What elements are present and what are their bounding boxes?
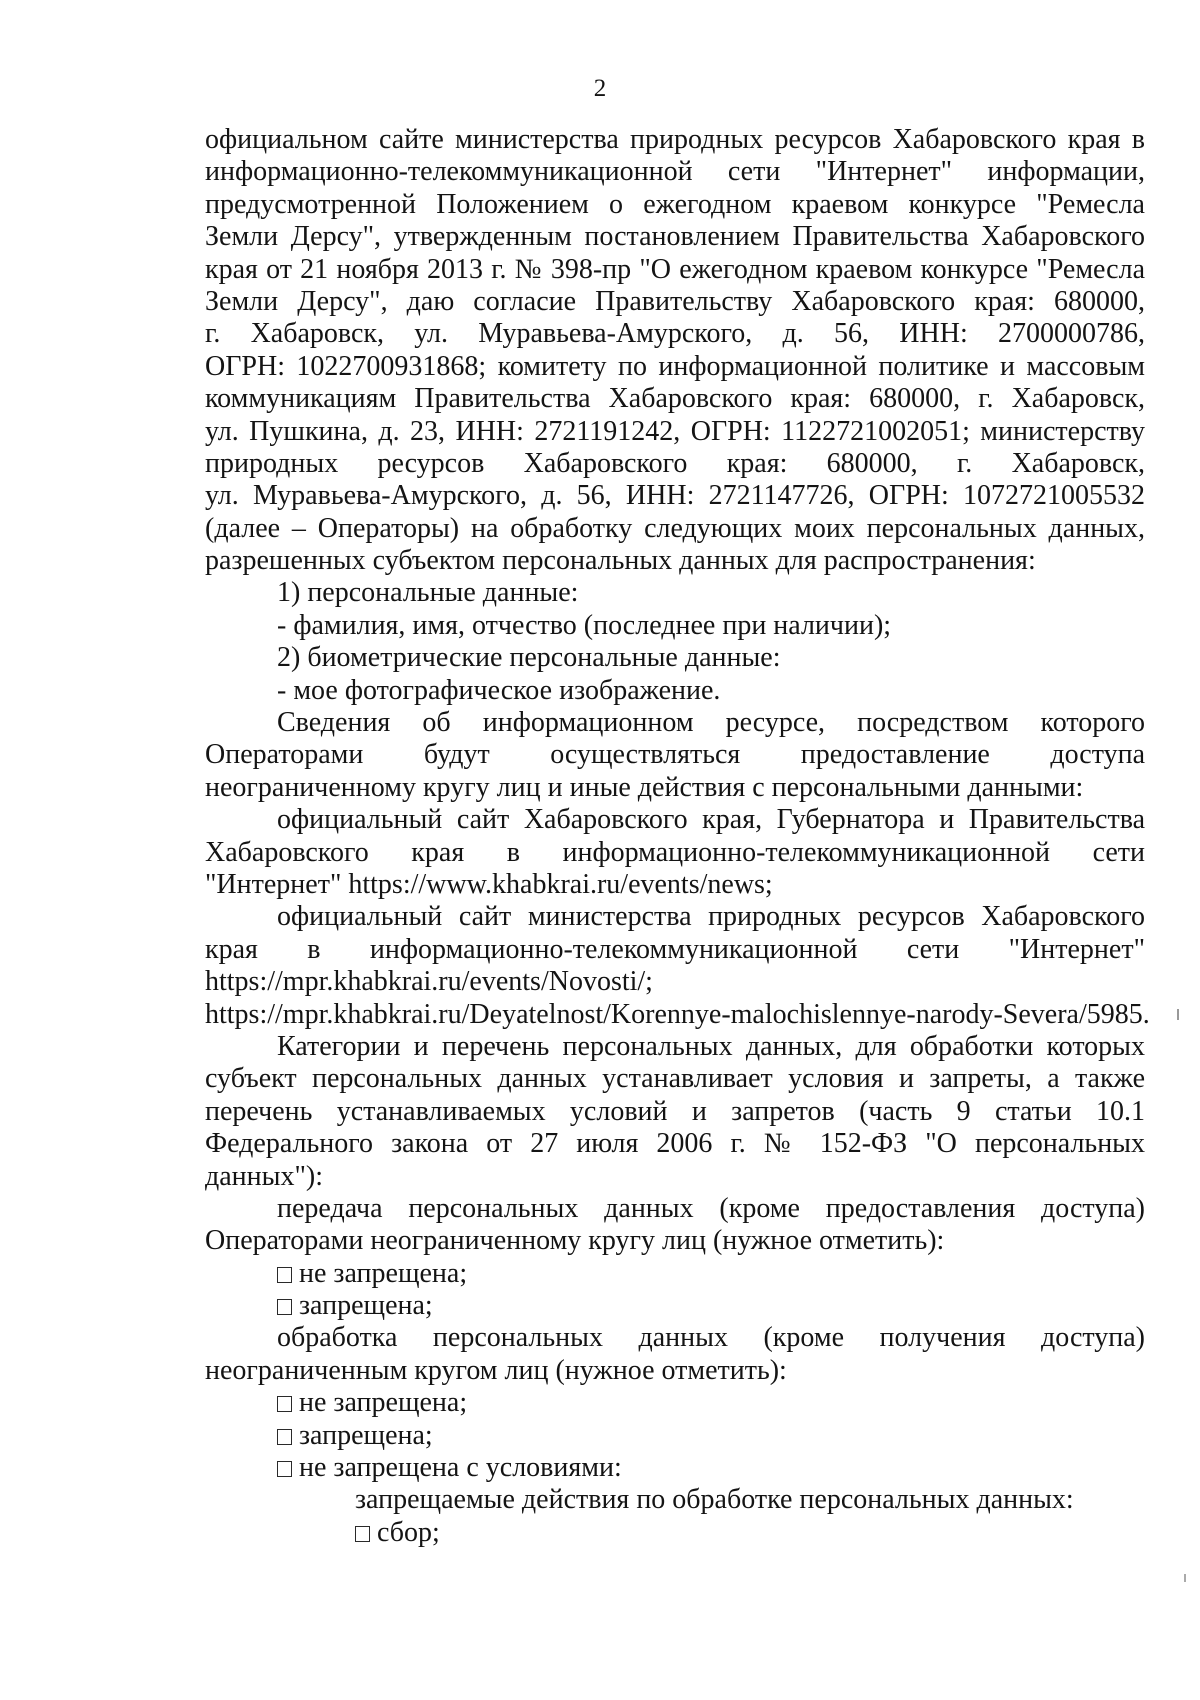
text-line: ул. Муравьева-Амурского, д. 56, ИНН: 2721147726, ОГРН: 1072721005532 <box>205 480 1145 512</box>
scan-artifact <box>1177 1009 1179 1020</box>
checkbox-label: сбор; <box>377 1516 440 1548</box>
text-line: Операторами неограниченному кругу лиц (нужное отметить): <box>205 1225 945 1257</box>
text-line: коммуникациям Правительства Хабаровского края: 680000, г. Хабаровск, <box>205 383 1145 415</box>
text-line: разрешенных субъектом персональных данных для распространения: <box>205 545 1036 577</box>
text-line: https://mpr.khabkrai.ru/events/Novosti/; <box>205 966 653 998</box>
scan-artifact <box>1184 1574 1186 1582</box>
text-line: края в информационно-телекоммуникационной сети "Интернет" <box>205 933 1145 965</box>
checkbox-icon[interactable] <box>277 1461 292 1477</box>
text-line: ОГРН: 1022700931868; комитету по информационной политике и массовым <box>205 350 1145 382</box>
document-body <box>205 124 1150 1549</box>
checkbox-icon[interactable] <box>277 1267 292 1283</box>
checkbox-label: запрещена; <box>299 1290 433 1322</box>
list-item: - мое фотографическое изображение. <box>277 674 721 706</box>
text-line: официальном сайте министерства природных ресурсов Хабаровского края в <box>205 124 1145 155</box>
text-line: (далее – Операторы) на обработку следующих моих персональных данных, <box>205 512 1145 544</box>
text-line: "Интернет" https://www.khabkrai.ru/events/news; <box>205 868 773 900</box>
list-item: 1) персональные данные: <box>277 577 579 609</box>
text-line: Федерального закона от 27 июля 2006 г. № 152-ФЗ "О персональных <box>205 1128 1145 1160</box>
list-item: 2) биометрические персональные данные: <box>277 642 781 674</box>
checkbox-icon[interactable] <box>355 1526 370 1542</box>
text-line: предусмотренной Положением о ежегодном краевом конкурсе "Ремесла <box>205 188 1145 220</box>
checkbox-label: запрещена; <box>299 1419 433 1451</box>
text-line: неограниченному кругу лиц и иные действия с персональными данными: <box>205 771 1084 803</box>
checkbox-label: не запрещена; <box>299 1257 468 1289</box>
text-line: Земли Дерсу", даю согласие Правительству Хабаровского края: 680000, <box>205 285 1145 317</box>
page-number: 2 <box>593 75 607 102</box>
checkbox-label: не запрещена; <box>299 1387 468 1419</box>
text-line: г. Хабаровск, ул. Муравьева-Амурского, д. 56, ИНН: 2700000786, <box>205 318 1145 350</box>
checkbox-icon[interactable] <box>277 1396 292 1412</box>
text-line: запрещаемые действия по обработке персональных данных: <box>355 1484 1074 1516</box>
checkbox-label: не запрещена с условиями: <box>299 1452 622 1484</box>
checkbox-option[interactable] <box>205 1517 1145 1549</box>
checkbox-option[interactable] <box>205 1452 1145 1484</box>
text-line: информационно-телекоммуникационной сети "Интернет" информации, <box>205 156 1145 188</box>
text-line: Сведения об информационном ресурсе, посредством которого <box>277 707 1145 739</box>
text-line: Категории и перечень персональных данных, для обработки которых <box>277 1030 1145 1062</box>
text-line: официальный сайт министерства природных ресурсов Хабаровского <box>277 901 1145 933</box>
checkbox-icon[interactable] <box>277 1429 292 1445</box>
text-line: края от 21 ноября 2013 г. № 398-пр "О ежегодном краевом конкурсе "Ремесла <box>205 253 1145 285</box>
text-line: ул. Пушкина, д. 23, ИНН: 2721191242, ОГРН: 1122721002051; министерству <box>205 415 1145 447</box>
checkbox-option[interactable] <box>205 1258 1145 1290</box>
list-item: - фамилия, имя, отчество (последнее при наличии); <box>277 609 892 641</box>
checkbox-option[interactable] <box>205 1420 1145 1452</box>
text-line: Земли Дерсу", утвержденным постановлением Правительства Хабаровского <box>205 221 1145 253</box>
text-line: субъект персональных данных устанавливает условия и запреты, а также <box>205 1063 1145 1095</box>
checkbox-option[interactable] <box>205 1290 1145 1322</box>
text-line: https://mpr.khabkrai.ru/Deyatelnost/Korennye-malochislennye-narody-Severa/5985. <box>205 998 1150 1030</box>
text-line: перечень устанавливаемых условий и запретов (часть 9 статьи 10.1 <box>205 1095 1145 1127</box>
text-line: официальный сайт Хабаровского края, Губернатора и Правительства <box>277 804 1145 836</box>
text-line: природных ресурсов Хабаровского края: 680000, г. Хабаровск, <box>205 447 1145 479</box>
text-line: неограниченным кругом лиц (нужное отметить): <box>205 1354 787 1386</box>
checkbox-option[interactable] <box>205 1387 1145 1419</box>
text-line: Хабаровского края в информационно-телекоммуникационной сети <box>205 836 1145 868</box>
text-line: данных"): <box>205 1160 323 1192</box>
text-line: обработка персональных данных (кроме получения доступа) <box>277 1322 1145 1354</box>
text-line: Операторами будут осуществляться предоставление доступа <box>205 739 1145 771</box>
checkbox-icon[interactable] <box>277 1299 292 1315</box>
text-line: передача персональных данных (кроме предоставления доступа) <box>277 1192 1145 1224</box>
